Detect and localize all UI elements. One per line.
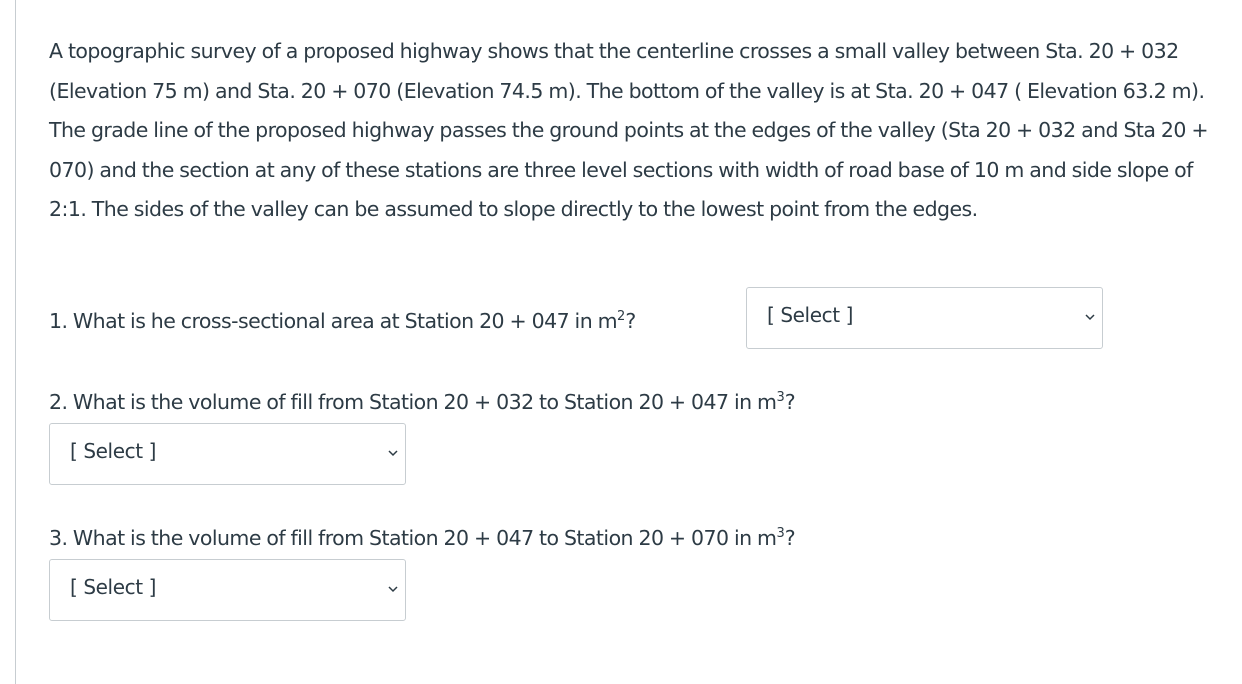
question-mark: ? (784, 390, 796, 414)
chevron-down-icon (1084, 311, 1096, 323)
sub-question-3-text: 3. What is the volume of fill from Station 20 + 047 to Station 20 + 070 in m (49, 526, 777, 550)
superscript: 3 (776, 526, 785, 541)
sub-question-2-text: 2. What is the volume of fill from Station 20 + 032 to Station 20 + 047 in m (49, 390, 777, 414)
sub-question-1 (49, 309, 636, 333)
sub-question-3 (49, 526, 795, 550)
sub-question-1-text: 1. What is he cross-sectional area at Station 20 + 047 in m (49, 309, 618, 333)
question-mark: ? (625, 309, 636, 333)
select-placeholder: [ Select ] (70, 575, 157, 599)
answer-select-1[interactable] (746, 287, 1103, 349)
question-mark: ? (784, 526, 796, 550)
question-body (49, 32, 1219, 230)
answer-select-2[interactable] (49, 423, 406, 485)
superscript: 2 (617, 309, 626, 324)
sub-question-2 (49, 390, 795, 414)
chevron-down-icon (387, 447, 399, 459)
answer-select-3[interactable] (49, 559, 406, 621)
superscript: 3 (776, 390, 785, 405)
select-placeholder: [ Select ] (767, 303, 854, 327)
content-divider (15, 0, 16, 684)
select-placeholder: [ Select ] (70, 439, 157, 463)
chevron-down-icon (387, 583, 399, 595)
question-stem: A topographic survey of a proposed highway shows that the centerline crosses a small valley between Sta. 20 + 032 (Elevation 75 m) and Sta. 20 + 070 (Elevation 74.5 m). The bottom of the valley is at Sta. 20 + 047 ( Elevation 63.2 m). The grade line of the proposed highway passes the ground points at the edges of the valley (Sta 20 + 032 and Sta 20 + 070) and the section at any of these stations are three level sections with width of road base of 10 m and side slope of 2:1. The sides of the valley can be assumed to slope directly to the lowest point from the edges. (49, 39, 1208, 221)
